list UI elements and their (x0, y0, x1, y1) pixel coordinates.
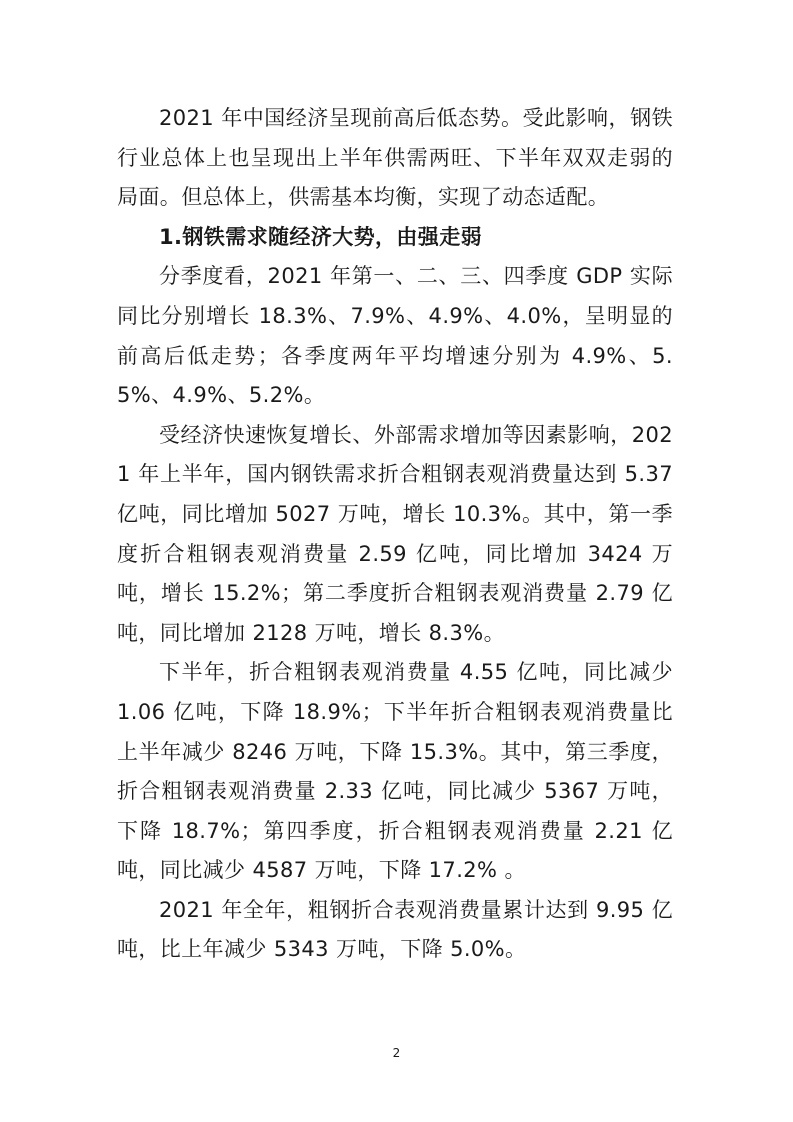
paragraph-first-half: 受经济快速恢复增长、外部需求增加等因素影响，2021 年上半年，国内钢铁需求折合粗钢表观消费量达到 5.37 亿吨，同比增加 5027 万吨，增长 10.3%。其中，第一季度折合粗钢表观消费量 2.59 亿吨，同比增加 3424 万吨，增长 15.2%；第二季度折合粗钢表观消费量 2.79 亿吨，同比增加 2128 万吨，增长 8.3%。 (117, 422, 673, 645)
document-body (117, 99, 673, 970)
section-heading: 1.钢铁需求随经济大势，由强走弱 (159, 224, 482, 249)
paragraph-second-half: 下半年，折合粗钢表观消费量 4.55 亿吨，同比减少 1.06 亿吨，下降 18.9%；下半年折合粗钢表观消费量比上半年减少 8246 万吨，下降 15.3%。其中，第三季度，折合粗钢表观消费量 2.33 亿吨，同比减少 5367 万吨，下降 18.7%；第四季度，折合粗钢表观消费量 2.21 亿吨，同比减少 4587 万吨，下降 17.2% 。 (117, 660, 673, 883)
page-number: 2 (392, 1046, 401, 1060)
paragraph-full-year: 2021 年全年，粗钢折合表观消费量累计达到 9.95 亿吨，比上年减少 5343 万吨，下降 5.0%。 (117, 897, 673, 962)
paragraph-intro: 2021 年中国经济呈现前高后低态势。受此影响，钢铁行业总体上也呈现出上半年供需两旺、下半年双双走弱的局面。但总体上，供需基本均衡，实现了动态适配。 (117, 106, 673, 210)
paragraph-quarterly-gdp: 分季度看，2021 年第一、二、三、四季度 GDP 实际同比分别增长 18.3%、7.9%、4.9%、4.0%，呈明显的前高后低走势；各季度两年平均增速分别为 4.9%、5.5%、4.9%、5.2%。 (117, 264, 673, 408)
